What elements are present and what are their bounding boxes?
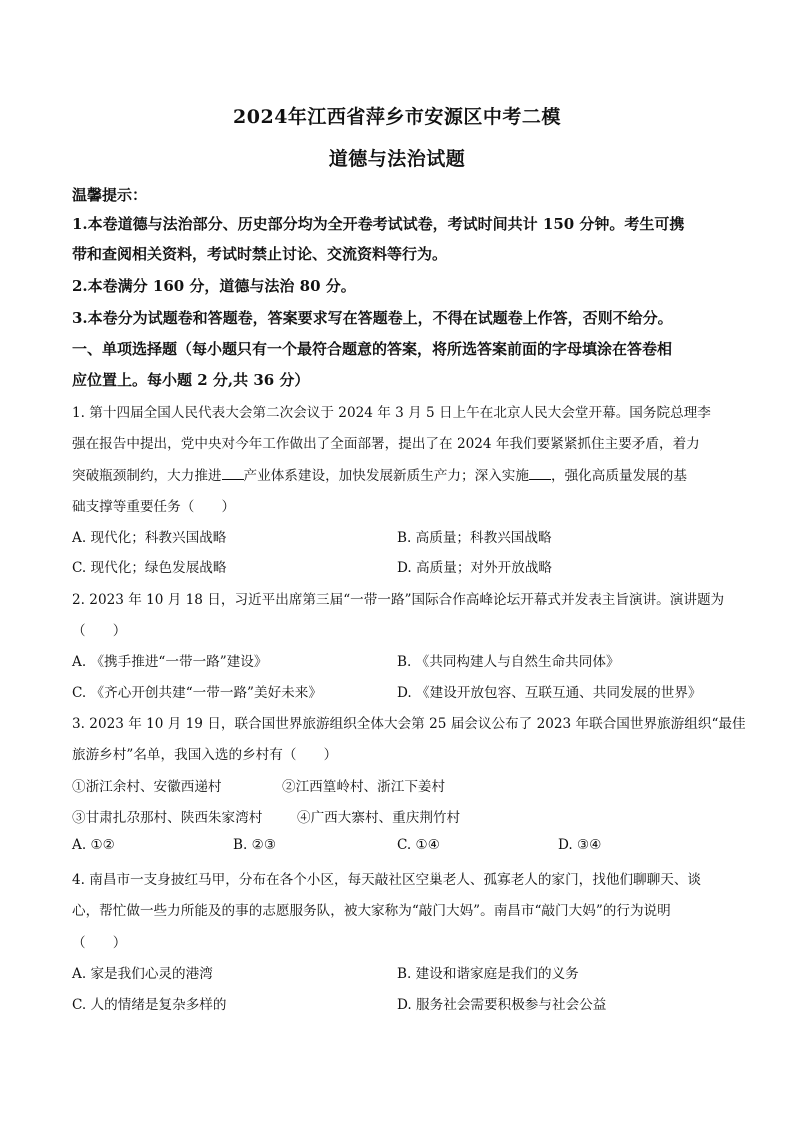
question-1-text-c: ，强化高质量发展的基 — [551, 468, 687, 484]
question-1-line-4: 础支撑等重要任务（ ） — [72, 499, 236, 515]
question-4-line-1: 4. 南昌市一支身披红马甲，分布在各个小区，每天敲社区空巢老人、孤寡老人的家门，找他们聊聊天、谈 — [72, 872, 702, 888]
question-3-line-2: 旅游乡村”名单，我国入选的乡村有（ ） — [72, 747, 338, 763]
answer-blank-1 — [222, 467, 244, 480]
question-1-line-1: 1. 第十四届全国人民代表大会第二次会议于 2024 年 3 月 5 日上午在北京人民大会堂开幕。国务院总理李 — [72, 405, 711, 421]
question-2-option-c: C. 《齐心开创共建“一带一路”美好未来》 — [72, 685, 322, 701]
question-1-option-d: D. 高质量；对外开放战略 — [397, 560, 552, 576]
question-1-line-3 — [72, 464, 687, 484]
question-3-option-d: D. ③④ — [558, 837, 602, 853]
question-3-item-1: ①浙江余村、安徽西递村 — [72, 779, 222, 795]
question-4-option-c: C. 人的情绪是复杂多样的 — [72, 997, 227, 1013]
question-4-line-3: （ ） — [72, 935, 127, 951]
question-4-option-b: B. 建设和谐家庭是我们的义务 — [397, 966, 579, 982]
question-3-item-2: ②江西篁岭村、浙江下姜村 — [282, 779, 446, 795]
question-4-option-d: D. 服务社会需要积极参与社会公益 — [397, 997, 607, 1013]
question-4-option-a: A. 家是我们心灵的港湾 — [72, 966, 213, 982]
question-2-option-d: D. 《建设开放包容、互联互通、共同发展的世界》 — [397, 685, 702, 701]
exam-subtitle: 道德与法治试题 — [328, 148, 466, 170]
question-3-item-3: ③甘肃扎尕那村、陕西朱家湾村 — [72, 810, 263, 826]
question-2-option-b: B. 《共同构建人与自然生命共同体》 — [397, 654, 620, 670]
question-3-line-1: 3. 2023 年 10 月 19 日，联合国世界旅游组织全体大会第 25 届会议公布了 2023 年联合国世界旅游组织“最佳 — [72, 716, 746, 732]
question-2-line-1: 2. 2023 年 10 月 18 日，习近平出席第三届“一带一路”国际合作高峰论坛开幕式并发表主旨演讲。演讲题为 — [72, 592, 725, 608]
question-3-option-c: C. ①④ — [397, 837, 440, 853]
question-1-text-a: 突破瓶颈制约，大力推进 — [72, 468, 222, 484]
question-2-line-2: （ ） — [72, 623, 127, 639]
question-1-option-c: C. 现代化；绿色发展战略 — [72, 560, 227, 576]
notice-item-1-line-2: 带和查阅相关资料，考试时禁止讨论、交流资料等行为。 — [72, 245, 448, 263]
exam-title: 2024年江西省萍乡市安源区中考二模 — [233, 106, 561, 128]
question-3-item-4: ④广西大寨村、重庆荆竹村 — [297, 810, 461, 826]
question-2-option-a: A. 《携手推进“一带一路”建设》 — [72, 654, 268, 670]
question-1-option-a: A. 现代化；科教兴国战略 — [72, 530, 227, 546]
question-1-text-b: 产业体系建设，加快发展新质生产力；深入实施 — [243, 468, 529, 484]
notice-item-2: 2.本卷满分 160 分，道德与法治 80 分。 — [72, 277, 356, 295]
question-1-option-b: B. 高质量；科教兴国战略 — [397, 530, 552, 546]
question-4-line-2: 心，帮忙做一些力所能及的事的志愿服务队，被大家称为“敲门大妈”。南昌市“敲门大妈”的行为说明 — [72, 903, 671, 919]
section-heading-line-1: 一、单项选择题（每小题只有一个最符合题意的答案，将所选答案前面的字母填涂在答卷相 — [72, 340, 673, 358]
notice-item-3: 3.本卷分为试题卷和答题卷，答案要求写在答题卷上，不得在试题卷上作答，否则不给分。 — [72, 309, 673, 327]
section-heading-line-2: 应位置上。每小题 2 分,共 36 分） — [72, 371, 310, 389]
answer-blank-2 — [529, 467, 551, 480]
question-3-option-a: A. ①② — [72, 837, 115, 853]
notice-item-1-line-1: 1.本卷道德与法治部分、历史部分均为全开卷考试试卷，考试时间共计 150 分钟。考生可携 — [72, 215, 685, 233]
notice-heading: 温馨提示： — [72, 186, 148, 204]
question-3-option-b: B. ②③ — [233, 837, 277, 853]
question-1-line-2: 强在报告中提出，党中央对今年工作做出了全面部署，提出了在 2024 年我们要紧紧抓住主要矛盾，着力 — [72, 436, 700, 452]
